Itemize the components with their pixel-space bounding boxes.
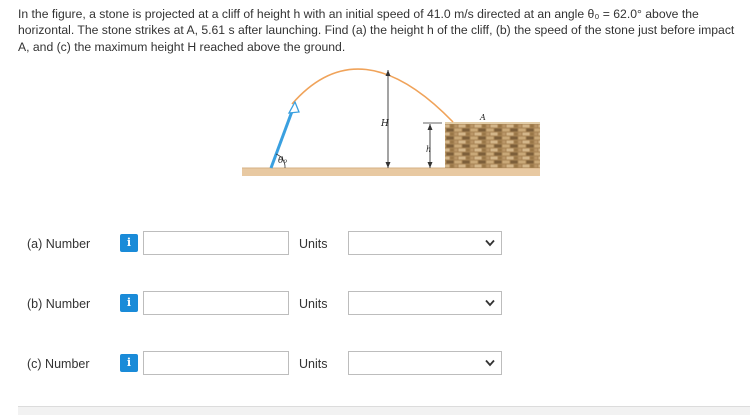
projectile-figure bbox=[230, 64, 550, 180]
chevron-down-icon bbox=[485, 299, 495, 307]
label-A: A bbox=[480, 113, 486, 122]
trajectory-curve bbox=[292, 69, 453, 122]
theta-label: θ₀ bbox=[278, 156, 288, 166]
answer-row-b bbox=[0, 290, 750, 318]
cliff bbox=[445, 122, 540, 168]
units-label-c: Units bbox=[299, 357, 328, 371]
problem-statement: In the figure, a stone is projected at a cliff of height h with an initial speed of 41.0 m/s directed at an angle θ₀ = 62.0° above the horizontal. The stone strikes at A, 5.61 s after launching. Find (a) the height h of the cliff, (b) the speed of the stone just before impact A, and (c) the maximum height H reached above the ground. bbox=[18, 7, 735, 54]
ground bbox=[242, 168, 540, 176]
number-input-a[interactable] bbox=[143, 231, 289, 255]
answer-row-a bbox=[0, 230, 750, 258]
chevron-down-icon bbox=[485, 359, 495, 367]
part-c-label: (c) Number bbox=[27, 357, 90, 371]
number-input-c[interactable] bbox=[143, 351, 289, 375]
label-h: h bbox=[426, 145, 432, 154]
units-label-b: Units bbox=[299, 297, 328, 311]
units-dropdown-a[interactable] bbox=[348, 231, 502, 255]
info-icon[interactable]: i bbox=[120, 294, 138, 312]
number-input-b[interactable] bbox=[143, 291, 289, 315]
chevron-down-icon bbox=[485, 239, 495, 247]
part-a-label: (a) Number bbox=[27, 237, 91, 251]
units-dropdown-b[interactable] bbox=[348, 291, 502, 315]
answer-row-c bbox=[0, 350, 750, 378]
units-label-a: Units bbox=[299, 237, 328, 251]
info-icon[interactable]: i bbox=[120, 354, 138, 372]
info-icon[interactable]: i bbox=[120, 234, 138, 252]
label-H: H bbox=[381, 119, 389, 129]
units-dropdown-c[interactable] bbox=[348, 351, 502, 375]
part-b-label: (b) Number bbox=[27, 297, 91, 311]
